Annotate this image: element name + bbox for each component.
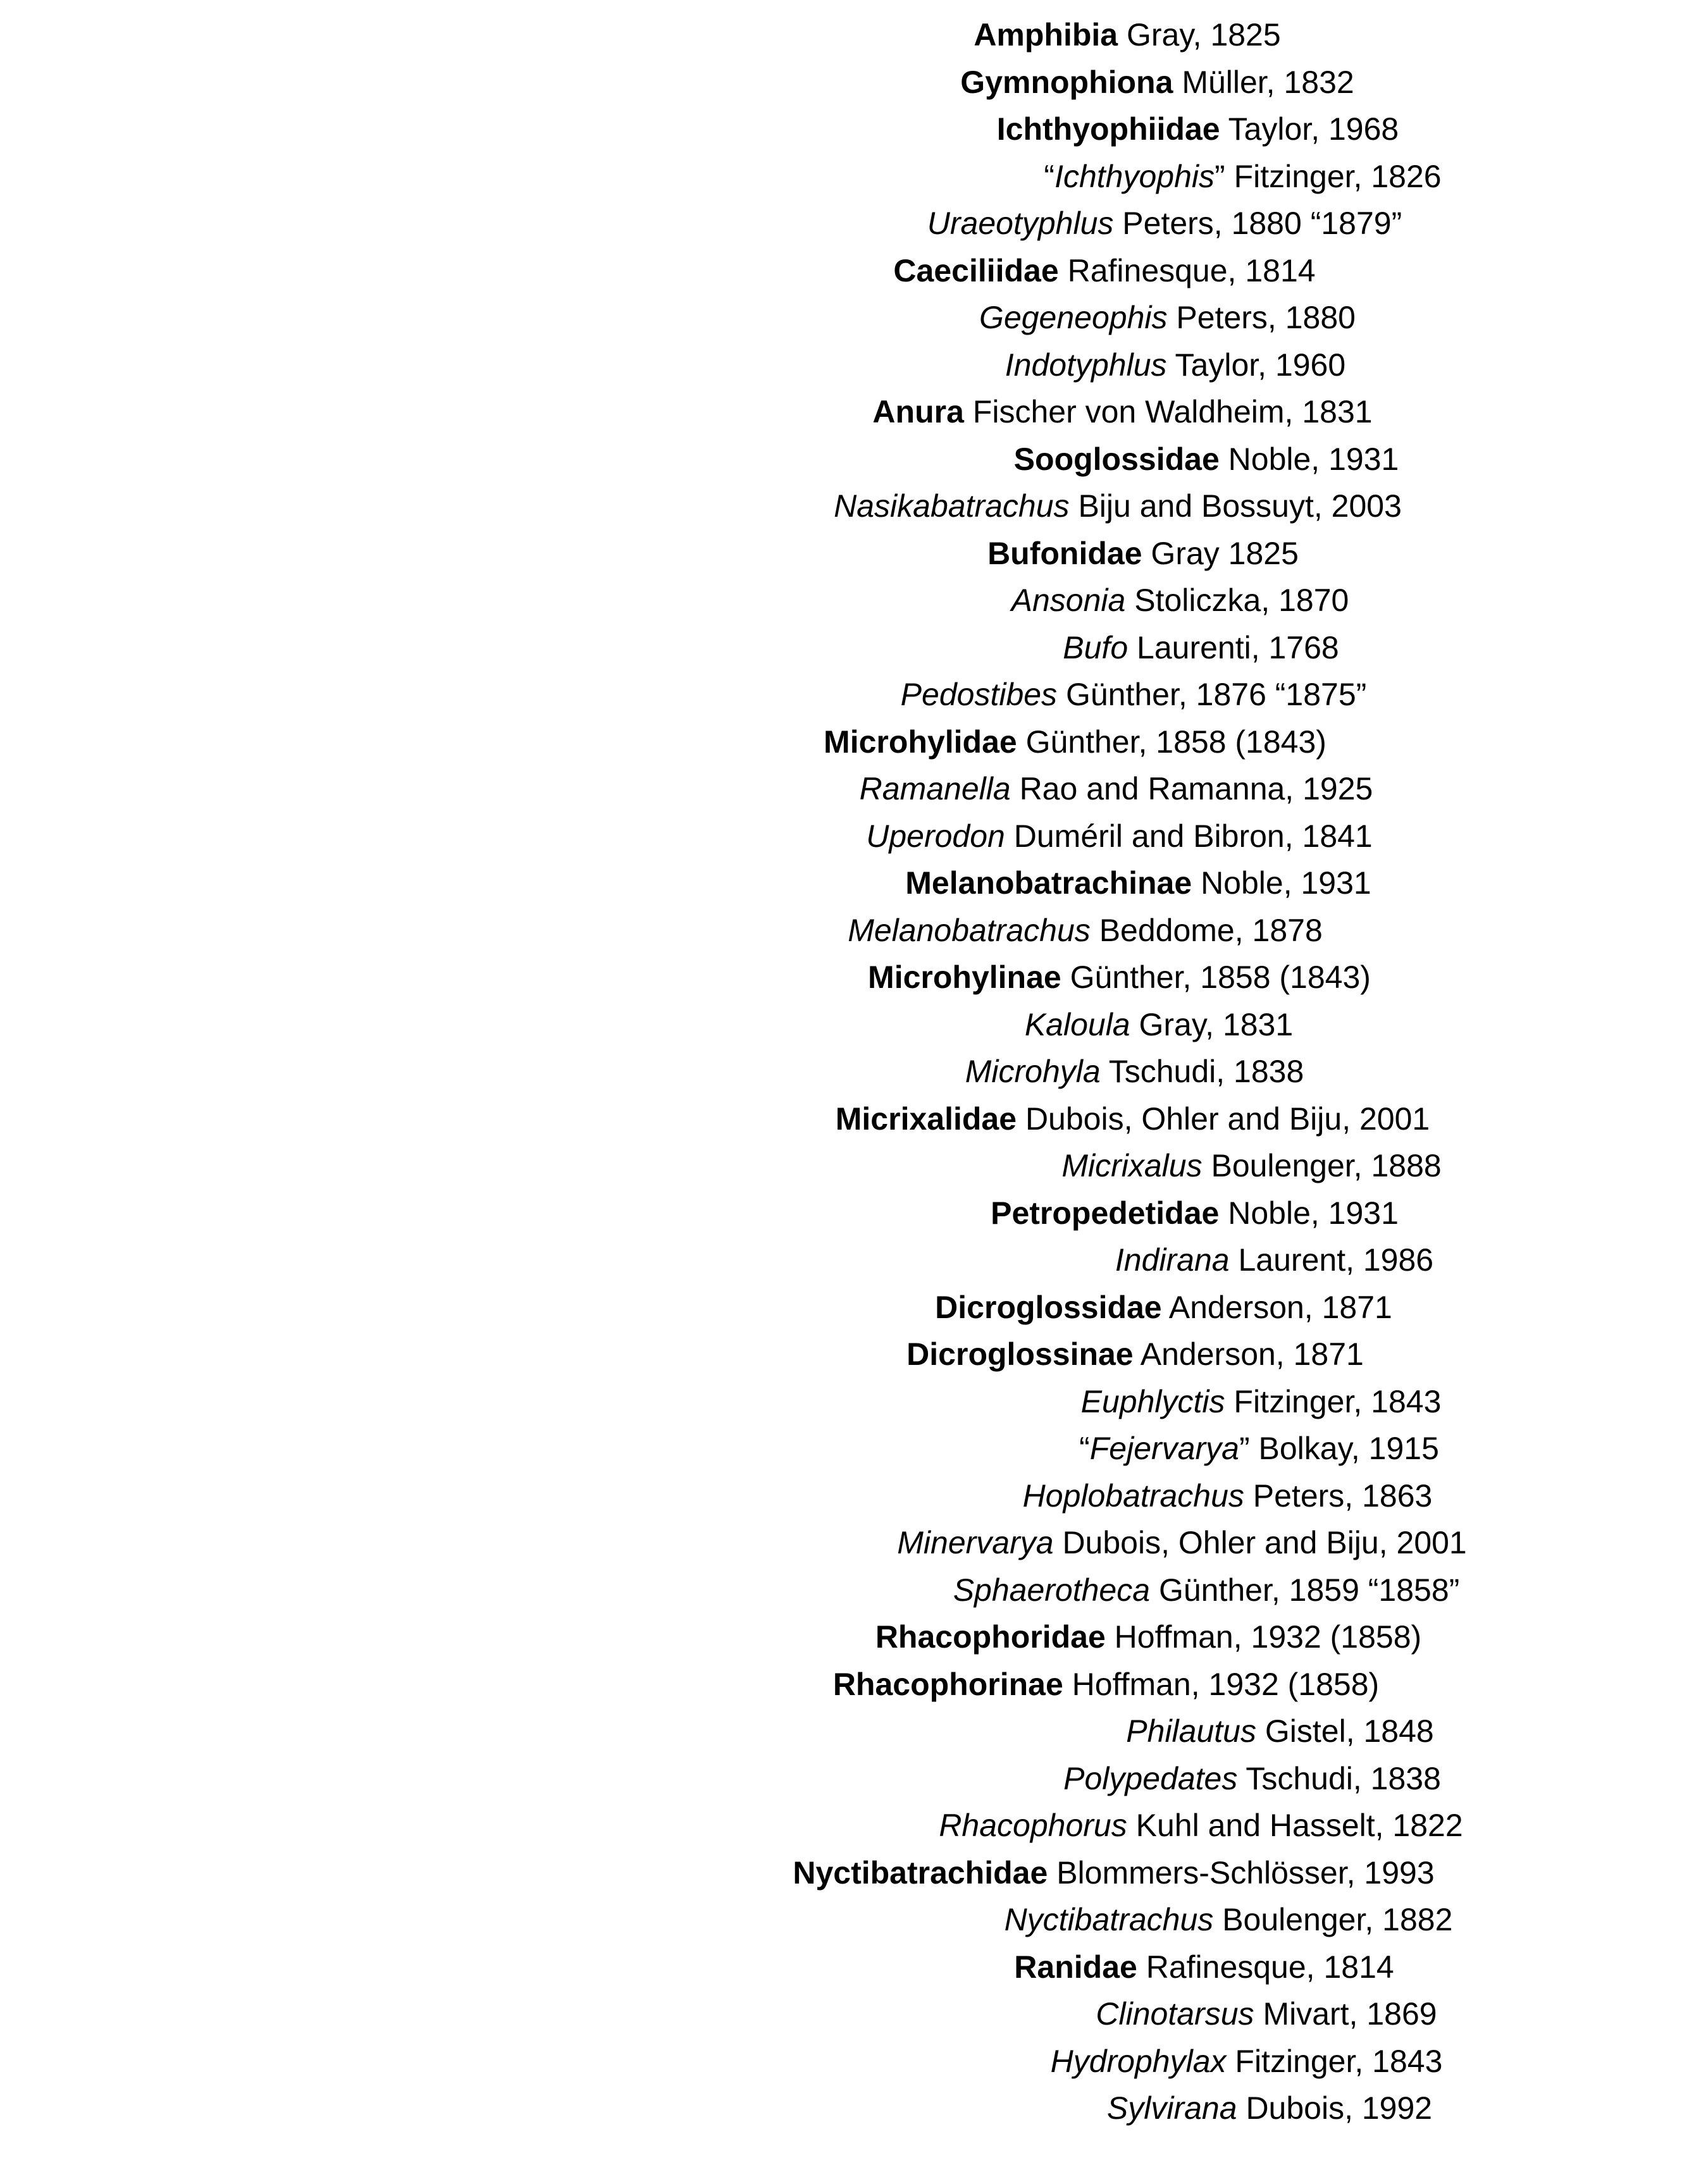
taxon-line [0, 247, 1682, 295]
taxon-line-inner [1079, 1425, 1439, 1472]
taxon-line-inner [824, 719, 1326, 766]
taxon-line [0, 106, 1682, 153]
taxon-name: Polypedates [1063, 1760, 1238, 1796]
taxon-line [0, 1755, 1682, 1803]
taxon-line [0, 813, 1682, 860]
taxon-name: Clinotarsus [1096, 1996, 1254, 2032]
taxon-authority: Günther, 1859 “1858” [1158, 1572, 1460, 1608]
taxon-authority: Noble, 1931 [1201, 865, 1371, 901]
taxon-name: Petropedetidae [991, 1195, 1220, 1231]
taxon-authority: Tschudi, 1838 [1246, 1760, 1441, 1796]
taxon-line-inner [1014, 1944, 1394, 1991]
taxon-line-inner [991, 1190, 1399, 1237]
taxon-line [0, 1849, 1682, 1897]
taxon-line [0, 1944, 1682, 1991]
taxon-authority: Laurent, 1986 [1238, 1242, 1434, 1278]
taxon-line-inner [979, 294, 1356, 342]
taxon-line [0, 530, 1682, 577]
taxon-name: Ramanella [859, 771, 1011, 806]
taxon-line [0, 59, 1682, 106]
taxon-name: Anura [872, 394, 964, 429]
taxon-line-inner [793, 1849, 1434, 1897]
taxon-line [0, 577, 1682, 624]
taxon-name: Melanobatrachinae [905, 865, 1192, 901]
taxon-authority: Peters, 1880 [1176, 300, 1356, 335]
taxon-line [0, 1661, 1682, 1708]
taxon-line-inner [965, 1048, 1304, 1095]
taxon-line-inner [905, 860, 1371, 907]
taxon-line [0, 1896, 1682, 1944]
taxon-line-inner [893, 247, 1315, 295]
taxon-line-inner [1025, 1001, 1293, 1049]
taxon-line-inner [1014, 436, 1399, 483]
taxon-authority: Kuhl and Hasselt, 1822 [1135, 1808, 1463, 1843]
taxon-name: Minervarya [897, 1525, 1054, 1560]
taxon-name: Caeciliidae [893, 252, 1059, 288]
taxon-line-inner [953, 1567, 1460, 1614]
taxon-authority: Blommers-Schlösser, 1993 [1056, 1854, 1435, 1891]
taxon-name: Bufo [1063, 629, 1129, 665]
taxon-authority: Hoffman, 1932 (1858) [1114, 1619, 1422, 1655]
taxon-line-inner [997, 106, 1399, 153]
taxon-authority: Günther, 1876 “1875” [1065, 677, 1367, 712]
taxon-name: Uraeotyphlus [927, 206, 1114, 241]
taxon-name: Amphibia [974, 17, 1118, 52]
taxon-line [0, 342, 1682, 389]
taxon-authority: Müller, 1832 [1182, 64, 1354, 100]
taxon-line [0, 719, 1682, 766]
taxon-line-inner [901, 671, 1367, 719]
taxon-line [0, 1472, 1682, 1520]
taxon-name: Dicroglossinae [906, 1336, 1134, 1372]
taxon-line [0, 1142, 1682, 1190]
taxon-line [0, 483, 1682, 530]
taxon-line [0, 1613, 1682, 1661]
taxon-name: Ansonia [1011, 583, 1126, 618]
taxon-name: Sylvirana [1106, 2090, 1237, 2126]
taxon-line [0, 294, 1682, 342]
taxon-name: Rhacophorinae [832, 1666, 1063, 1702]
taxon-authority: Dubois, Ohler and Biju, 2001 [1025, 1101, 1430, 1137]
taxon-authority: Rafinesque, 1814 [1146, 1949, 1394, 1985]
taxon-name: Indirana [1115, 1242, 1230, 1278]
taxon-line [0, 436, 1682, 483]
taxon-line-inner [860, 765, 1373, 813]
taxon-authority: Boulenger, 1888 [1211, 1148, 1442, 1183]
taxon-line [0, 1519, 1682, 1567]
taxon-line-inner [1126, 1708, 1433, 1755]
taxon-line-inner [834, 483, 1402, 530]
taxon-line-inner [1051, 2038, 1443, 2085]
taxon-authority: Beddome, 1878 [1099, 912, 1323, 948]
taxon-line [0, 2038, 1682, 2085]
taxon-line [0, 11, 1682, 59]
taxon-name: Sooglossidae [1013, 441, 1220, 477]
taxon-line-inner [1063, 624, 1339, 672]
taxon-authority: Fitzinger, 1843 [1234, 1383, 1442, 1419]
taxon-authority: Gistel, 1848 [1265, 1713, 1434, 1749]
taxon-line [0, 1048, 1682, 1095]
taxon-authority: Rafinesque, 1814 [1067, 252, 1316, 288]
taxon-authority: Günther, 1858 (1843) [1070, 959, 1371, 995]
taxon-authority: Anderson, 1871 [1168, 1289, 1392, 1325]
taxon-list [0, 11, 1682, 2132]
taxon-line [0, 1001, 1682, 1049]
taxon-name: Ichthyophiidae [996, 111, 1220, 147]
taxon-authority: Hoffman, 1932 (1858) [1072, 1666, 1380, 1702]
taxon-line-inner [987, 530, 1299, 577]
taxon-name: Hoplobatrachus [1022, 1478, 1244, 1514]
taxon-name: Micrixalidae [835, 1101, 1017, 1137]
taxon-line [0, 1095, 1682, 1143]
taxon-line [0, 1284, 1682, 1331]
taxon-line-inner [868, 954, 1371, 1001]
taxon-line [0, 1190, 1682, 1237]
taxon-name: Euphlyctis [1080, 1383, 1225, 1419]
taxon-name: Melanobatrachus [848, 912, 1091, 948]
taxon-authority: Taylor, 1968 [1228, 111, 1399, 147]
taxon-authority: Gray, 1831 [1139, 1006, 1294, 1042]
taxon-line-inner [1005, 342, 1345, 389]
taxon-authority: Boulenger, 1882 [1222, 1902, 1453, 1937]
taxon-name: Nyctibatrachus [1004, 1902, 1214, 1937]
taxon-line-inner [1005, 1896, 1453, 1944]
taxon-authority: Anderson, 1871 [1140, 1336, 1364, 1372]
taxon-line [0, 2085, 1682, 2132]
taxon-name: “Ichthyophis” [1044, 158, 1225, 194]
taxon-name: Rhacophoridae [875, 1619, 1106, 1655]
taxon-authority: Peters, 1880 “1879” [1122, 206, 1402, 241]
taxon-authority: Noble, 1931 [1228, 1195, 1399, 1231]
taxon-line-inner [1023, 1472, 1433, 1520]
taxon-name: Philautus [1126, 1713, 1256, 1749]
taxon-line-inner [833, 1661, 1379, 1708]
taxon-name: Rhacophorus [939, 1808, 1127, 1843]
taxon-authority: Bolkay, 1915 [1258, 1431, 1439, 1466]
taxon-line-inner [939, 1802, 1462, 1849]
taxon-line [0, 388, 1682, 436]
taxon-line-inner [927, 200, 1402, 247]
taxon-line [0, 860, 1682, 907]
taxon-authority: Mivart, 1869 [1263, 1996, 1437, 2032]
taxon-line-inner [875, 1613, 1421, 1661]
taxon-name: Nasikabatrachus [834, 488, 1070, 524]
taxon-line [0, 1331, 1682, 1378]
taxon-name: Ranidae [1014, 1949, 1137, 1985]
taxon-line-inner [1096, 1990, 1437, 2038]
taxon-authority: Rao and Ramanna, 1925 [1019, 771, 1373, 806]
taxon-line-inner [897, 1519, 1467, 1567]
taxon-line-inner [906, 1331, 1364, 1378]
taxon-line-inner [1063, 1755, 1441, 1803]
taxon-line-inner [866, 813, 1373, 860]
taxon-authority: Gray 1825 [1151, 535, 1299, 571]
taxon-authority: Peters, 1863 [1252, 1478, 1433, 1514]
taxon-authority: Stoliczka, 1870 [1134, 583, 1349, 618]
taxon-line [0, 153, 1682, 201]
taxon-line-inner [836, 1095, 1430, 1143]
taxon-name: Hydrophylax [1050, 2043, 1227, 2079]
taxon-name: Microhylidae [824, 724, 1017, 760]
taxon-line-inner [935, 1284, 1392, 1331]
taxon-authority: Fischer von Waldheim, 1831 [972, 394, 1373, 429]
taxon-line [0, 1567, 1682, 1614]
taxon-authority: Günther, 1858 (1843) [1025, 724, 1326, 760]
taxon-authority: Fitzinger, 1826 [1234, 158, 1442, 194]
taxon-line [0, 1425, 1682, 1472]
taxon-line [0, 1802, 1682, 1849]
taxon-authority: Fitzinger, 1843 [1235, 2043, 1443, 2079]
taxon-authority: Biju and Bossuyt, 2003 [1078, 488, 1402, 524]
taxon-line [0, 200, 1682, 247]
taxon-line-inner [1011, 577, 1349, 624]
taxon-line [0, 1708, 1682, 1755]
taxon-line [0, 1378, 1682, 1426]
taxon-line-inner [1061, 1142, 1441, 1190]
taxon-authority: Dubois, Ohler and Biju, 2001 [1062, 1525, 1467, 1560]
taxon-name: Kaloula [1024, 1006, 1130, 1042]
taxon-name: Gegeneophis [979, 300, 1168, 335]
taxon-name: Pedostibes [900, 677, 1058, 712]
taxon-name: Sphaerotheca [953, 1572, 1151, 1608]
taxon-line [0, 1990, 1682, 2038]
taxon-name: Microhyla [965, 1054, 1101, 1089]
taxon-authority: Dubois, 1992 [1246, 2090, 1433, 2126]
taxon-authority: Laurenti, 1768 [1137, 629, 1339, 665]
taxon-line [0, 624, 1682, 672]
taxon-line-inner [974, 11, 1280, 59]
taxon-name: Bufonidae [987, 535, 1142, 571]
taxon-name: “Fejervarya” [1079, 1431, 1250, 1466]
taxon-name: Gymnophiona [960, 64, 1173, 100]
taxon-line-inner [1044, 153, 1441, 201]
taxon-authority: Duméril and Bibron, 1841 [1013, 818, 1373, 854]
taxon-line-inner [960, 59, 1354, 106]
taxon-name: Dicroglossidae [935, 1289, 1162, 1325]
taxon-name: Nyctibatrachidae [793, 1854, 1048, 1891]
taxon-authority: Taylor, 1960 [1175, 347, 1346, 383]
taxon-line-inner [872, 388, 1372, 436]
taxon-line-inner [848, 907, 1323, 954]
taxon-line-inner [1081, 1378, 1442, 1426]
taxon-name: Uperodon [866, 818, 1005, 854]
taxon-line [0, 1237, 1682, 1284]
taxon-line [0, 954, 1682, 1001]
taxon-line [0, 765, 1682, 813]
taxon-line-inner [1107, 2085, 1432, 2132]
taxon-authority: Tschudi, 1838 [1108, 1054, 1304, 1089]
taxon-line-inner [1115, 1237, 1433, 1284]
taxon-authority: Gray, 1825 [1127, 17, 1281, 52]
taxon-line [0, 671, 1682, 719]
taxon-authority: Noble, 1931 [1228, 441, 1399, 477]
taxon-name: Indotyphlus [1005, 347, 1167, 383]
taxon-line [0, 907, 1682, 954]
taxon-name: Micrixalus [1061, 1148, 1203, 1183]
taxon-name: Microhylinae [868, 959, 1061, 995]
